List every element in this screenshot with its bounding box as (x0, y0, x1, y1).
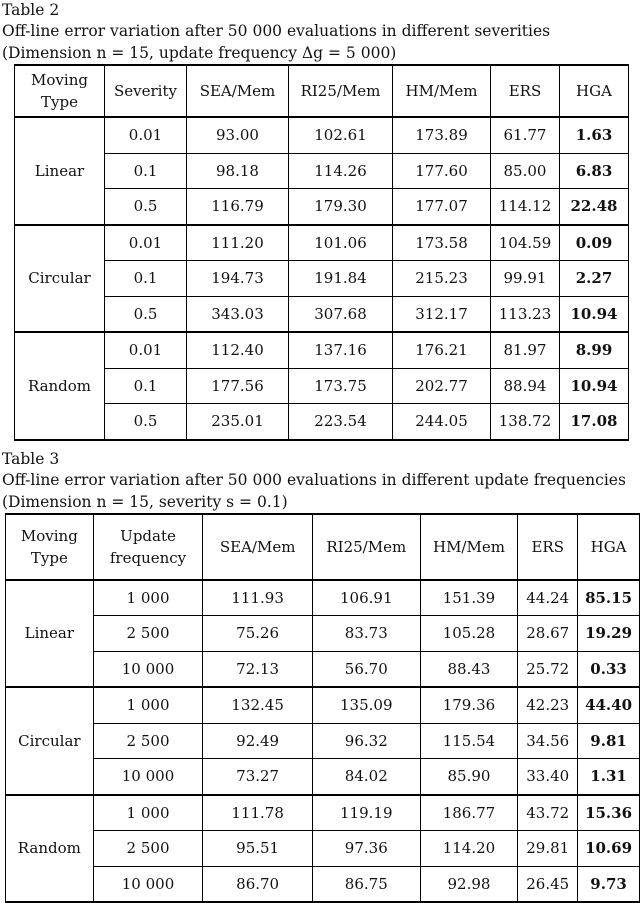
table2-cell: 177.07 (393, 189, 491, 225)
table3-row (6, 616, 640, 652)
table3-header-cell: SEA/Mem (203, 514, 313, 580)
table2-body (15, 117, 629, 440)
table2-cell: 113.23 (491, 296, 560, 332)
table3-cell: 114.20 (420, 831, 518, 867)
table2-cell: 0.5 (105, 404, 187, 440)
table3-header-cell: RI25/Mem (312, 514, 420, 580)
table2-cell: 111.20 (187, 225, 289, 261)
table2-cell: 22.48 (560, 189, 629, 225)
table3-cell: 151.39 (420, 580, 518, 616)
table2-moving-type-cell: Linear (15, 117, 105, 225)
table3-cell: 2 500 (93, 723, 203, 759)
table2-cell: 8.99 (560, 332, 629, 368)
table3-cell: 111.78 (203, 795, 313, 831)
table3-cell: 0.33 (578, 651, 640, 687)
table2-cell: 215.23 (393, 261, 491, 297)
table3-cell: 1.31 (578, 759, 640, 795)
table2-cell: 81.97 (491, 332, 560, 368)
table2-cell: 307.68 (289, 296, 393, 332)
table3-cell: 10 000 (93, 651, 203, 687)
table2-row (15, 368, 629, 404)
table2-cell: 2.27 (560, 261, 629, 297)
table3-cell: 33.40 (518, 759, 578, 795)
table2-row (15, 296, 629, 332)
table2-caption: Off-line error variation after 50 000 evaluations in different severities (Dimension n = 15, update frequency Δg = 5 000) (2, 20, 638, 64)
table3-cell: 26.45 (518, 866, 578, 902)
table3-cell: 85.90 (420, 759, 518, 795)
table3-cell: 42.23 (518, 687, 578, 723)
table2-cell: 244.05 (393, 404, 491, 440)
table2-cell: 0.09 (560, 225, 629, 261)
table2-cell: 0.5 (105, 296, 187, 332)
table2-cell: 0.01 (105, 225, 187, 261)
table3-moving-type-cell: Random (6, 795, 94, 903)
table3-cell: 56.70 (312, 651, 420, 687)
table2-cell: 98.18 (187, 153, 289, 189)
table3-label: Table 3 (2, 449, 640, 469)
table3-cell: 44.24 (518, 580, 578, 616)
table2-label: Table 2 (2, 0, 640, 20)
table2-header-cell: ERS (491, 65, 560, 117)
table2-cell: 93.00 (187, 117, 289, 153)
table3-cell: 88.43 (420, 651, 518, 687)
table3-row (6, 651, 640, 687)
table3-cell: 44.40 (578, 687, 640, 723)
table3-cell: 1 000 (93, 580, 203, 616)
table3-row (6, 723, 640, 759)
table2-header-cell: HGA (560, 65, 629, 117)
table2-row (15, 117, 629, 153)
table3-header-cell: ERS (518, 514, 578, 580)
table2-cell: 202.77 (393, 368, 491, 404)
table2-header-cell: RI25/Mem (289, 65, 393, 117)
table3-cell: 179.36 (420, 687, 518, 723)
table2-cell: 312.17 (393, 296, 491, 332)
table3-cell: 115.54 (420, 723, 518, 759)
table3-row (6, 831, 640, 867)
table2-cell: 138.72 (491, 404, 560, 440)
table3-row (6, 795, 640, 831)
table3-cell: 97.36 (312, 831, 420, 867)
table2-cell: 17.08 (560, 404, 629, 440)
table3-cell: 105.28 (420, 616, 518, 652)
table3-cell: 86.75 (312, 866, 420, 902)
table3-cell: 95.51 (203, 831, 313, 867)
table2-cell: 179.30 (289, 189, 393, 225)
table3-cell: 1 000 (93, 687, 203, 723)
table3-cell: 1 000 (93, 795, 203, 831)
table3-cell: 85.15 (578, 580, 640, 616)
table3-cell: 15.36 (578, 795, 640, 831)
table3-header-cell: Moving Type (6, 514, 94, 580)
table2 (14, 64, 629, 441)
table3-cell: 2 500 (93, 616, 203, 652)
table2-cell: 173.75 (289, 368, 393, 404)
table2-row (15, 332, 629, 368)
table2-cell: 102.61 (289, 117, 393, 153)
table3-cell: 10 000 (93, 866, 203, 902)
table3-cell: 119.19 (312, 795, 420, 831)
table2-cell: 235.01 (187, 404, 289, 440)
table2-cell: 173.89 (393, 117, 491, 153)
table3-body (6, 580, 640, 903)
table2-cell: 101.06 (289, 225, 393, 261)
table2-header-row (15, 65, 629, 117)
table3-header-cell: Update frequency (93, 514, 203, 580)
table3-cell: 9.81 (578, 723, 640, 759)
table2-row (15, 225, 629, 261)
table3-cell: 75.26 (203, 616, 313, 652)
table3-header-row (6, 514, 640, 580)
table3-cell: 28.67 (518, 616, 578, 652)
table3-cell: 43.72 (518, 795, 578, 831)
table3 (5, 513, 640, 903)
table3-row (6, 687, 640, 723)
table2-cell: 114.26 (289, 153, 393, 189)
table2-header-cell: Moving Type (15, 65, 105, 117)
table2-cell: 0.1 (105, 368, 187, 404)
table3-cell: 135.09 (312, 687, 420, 723)
table2-cell: 88.94 (491, 368, 560, 404)
table2-cell: 61.77 (491, 117, 560, 153)
table3-cell: 72.13 (203, 651, 313, 687)
table2-cell: 194.73 (187, 261, 289, 297)
table2-cell: 114.12 (491, 189, 560, 225)
table2-cell: 223.54 (289, 404, 393, 440)
table2-cell: 10.94 (560, 296, 629, 332)
table2-row (15, 189, 629, 225)
table2-header-cell: SEA/Mem (187, 65, 289, 117)
table3-cell: 73.27 (203, 759, 313, 795)
table3-row (6, 866, 640, 902)
table2-cell: 85.00 (491, 153, 560, 189)
table2-cell: 0.1 (105, 153, 187, 189)
table2-cell: 137.16 (289, 332, 393, 368)
table3-header-cell: HGA (578, 514, 640, 580)
table3-row (6, 580, 640, 616)
table3-cell: 132.45 (203, 687, 313, 723)
table3-moving-type-cell: Circular (6, 687, 94, 795)
table3-cell: 19.29 (578, 616, 640, 652)
table3-cell: 10.69 (578, 831, 640, 867)
table3-cell: 92.49 (203, 723, 313, 759)
table2-cell: 99.91 (491, 261, 560, 297)
table2-cell: 191.84 (289, 261, 393, 297)
table3-cell: 96.32 (312, 723, 420, 759)
table3-cell: 106.91 (312, 580, 420, 616)
table2-row (15, 404, 629, 440)
table2-cell: 0.01 (105, 117, 187, 153)
table2-row (15, 153, 629, 189)
table3-cell: 2 500 (93, 831, 203, 867)
table3-moving-type-cell: Linear (6, 580, 94, 688)
table2-cell: 1.63 (560, 117, 629, 153)
table2-cell: 177.56 (187, 368, 289, 404)
table3-cell: 10 000 (93, 759, 203, 795)
table2-row (15, 261, 629, 297)
table2-cell: 112.40 (187, 332, 289, 368)
table2-cell: 6.83 (560, 153, 629, 189)
table3-cell: 9.73 (578, 866, 640, 902)
table2-cell: 176.21 (393, 332, 491, 368)
table2-moving-type-cell: Random (15, 332, 105, 440)
table2-cell: 104.59 (491, 225, 560, 261)
table3-cell: 111.93 (203, 580, 313, 616)
table2-cell: 0.5 (105, 189, 187, 225)
table2-cell: 0.01 (105, 332, 187, 368)
table3-cell: 83.73 (312, 616, 420, 652)
table3-cell: 29.81 (518, 831, 578, 867)
table3-row (6, 759, 640, 795)
table2-cell: 116.79 (187, 189, 289, 225)
table2-moving-type-cell: Circular (15, 225, 105, 333)
table3-cell: 84.02 (312, 759, 420, 795)
table3-cell: 92.98 (420, 866, 518, 902)
table3-cell: 25.72 (518, 651, 578, 687)
table2-cell: 0.1 (105, 261, 187, 297)
table3-cell: 86.70 (203, 866, 313, 902)
table3-cell: 34.56 (518, 723, 578, 759)
table3-cell: 186.77 (420, 795, 518, 831)
table2-cell: 173.58 (393, 225, 491, 261)
table2-cell: 343.03 (187, 296, 289, 332)
table2-cell: 10.94 (560, 368, 629, 404)
table3-caption: Off-line error variation after 50 000 evaluations in different update frequencies (Dimension n = 15, severity s = 0.1) (2, 469, 638, 513)
table2-header-cell: Severity (105, 65, 187, 117)
table2-cell: 177.60 (393, 153, 491, 189)
table3-header-cell: HM/Mem (420, 514, 518, 580)
table2-header-cell: HM/Mem (393, 65, 491, 117)
